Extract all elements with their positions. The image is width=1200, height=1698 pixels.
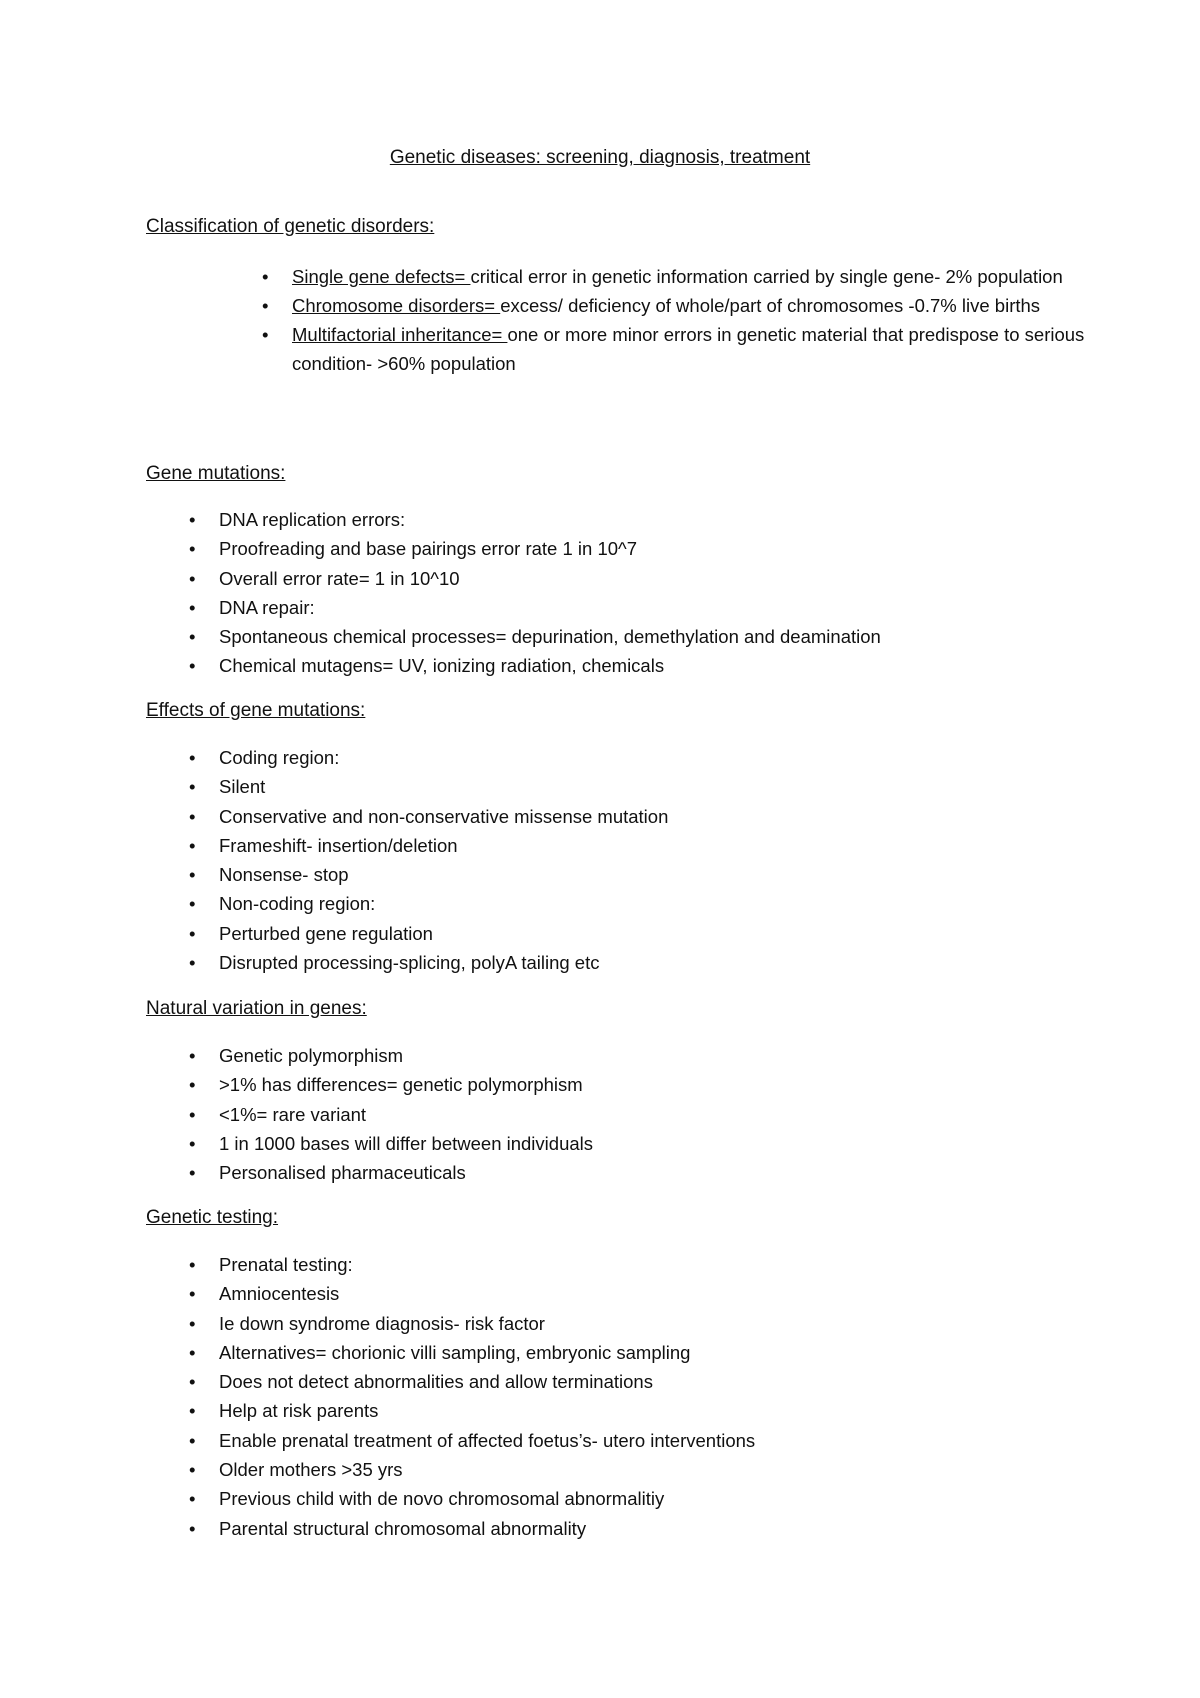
list-item <box>189 651 881 680</box>
bullet-icon: • <box>189 1400 196 1422</box>
list-item <box>189 1484 755 1513</box>
list-item <box>189 1041 593 1070</box>
bullet-icon: • <box>189 1283 196 1305</box>
list-item-text: <1%= rare variant <box>219 1103 367 1125</box>
section-heading-natural-variation: Natural variation in genes: <box>146 998 367 1019</box>
list-item-text: Disrupted processing-splicing, polyA tailing etc <box>219 952 600 974</box>
list-item <box>189 772 668 801</box>
bullet-icon: • <box>189 747 196 768</box>
list-item-text: Parental structural chromosomal abnormality <box>219 1517 587 1539</box>
list-item <box>189 1100 593 1129</box>
bullet-icon: • <box>189 1254 196 1275</box>
list-item <box>189 1367 755 1396</box>
list-item <box>189 743 668 772</box>
list-item-text: Prenatal testing: <box>219 1254 353 1275</box>
list-item-text: Genetic polymorphism <box>219 1045 404 1066</box>
list-item <box>189 1338 755 1367</box>
list-item <box>189 1250 755 1279</box>
list-item-text: Proofreading and base pairings error rate 1 in 10^7 <box>219 538 637 560</box>
list-item-text: one or more minor errors in genetic material that predispose to serious condition- >60% population <box>292 324 1085 374</box>
list-item <box>189 919 668 948</box>
bullet-icon: • <box>189 1341 196 1363</box>
bullet-icon: • <box>189 1488 196 1510</box>
natural-variation-list <box>189 1041 594 1187</box>
list-item-text: 1 in 1000 bases will differ between individuals <box>219 1132 594 1154</box>
bullet-icon: • <box>189 1429 196 1451</box>
list-item-text: Frameshift- insertion/deletion <box>219 834 458 856</box>
list-item-text: Perturbed gene regulation <box>219 922 433 944</box>
bullet-icon: • <box>189 864 196 886</box>
list-item <box>189 1129 594 1158</box>
list-item-term: Chromosome disorders= <box>292 295 501 316</box>
list-item-text: Older mothers >35 yrs <box>219 1459 403 1481</box>
bullet-icon: • <box>189 1517 196 1539</box>
bullet-icon: • <box>189 655 196 677</box>
list-item <box>189 948 668 977</box>
bullet-icon: • <box>189 567 196 589</box>
list-item-text: Nonsense- stop <box>219 864 349 886</box>
list-item <box>189 622 881 651</box>
bullet-icon: • <box>189 776 196 798</box>
list-item-term: Multifactorial inheritance= <box>292 324 508 345</box>
list-item <box>189 802 669 831</box>
list-item <box>262 291 1092 320</box>
list-item <box>189 889 668 918</box>
bullet-icon: • <box>189 893 196 915</box>
section-heading-gene-mutations: Gene mutations: <box>146 463 286 484</box>
bullet-icon: • <box>189 1459 196 1481</box>
bullet-icon: • <box>189 626 196 648</box>
list-item-text: Previous child with de novo chromosomal abnormalitiy <box>219 1488 665 1510</box>
list-item <box>189 1455 755 1484</box>
list-item-text: Ie down syndrome diagnosis- risk factor <box>219 1312 545 1334</box>
list-item <box>189 534 881 563</box>
list-item-text: Chemical mutagens= UV, ionizing radiation, chemicals <box>219 655 665 677</box>
list-item-text: Personalised pharmaceuticals <box>219 1162 466 1184</box>
list-item-text: critical error in genetic information carried by single gene- 2% population <box>470 266 1063 287</box>
list-item <box>189 1279 755 1308</box>
list-item <box>189 505 881 534</box>
list-item-text: Does not detect abnormalities and allow terminations <box>219 1371 653 1393</box>
list-item-text: Enable prenatal treatment of affected foetus’s- utero interventions <box>219 1429 756 1451</box>
list-item-text: >1% has differences= genetic polymorphism <box>219 1074 583 1096</box>
bullet-icon: • <box>189 509 196 530</box>
classification-list <box>262 262 1092 378</box>
gene-mutations-list <box>189 505 881 681</box>
bullet-icon: • <box>189 922 196 944</box>
list-item-text: Conservative and non-conservative missense mutation <box>219 805 669 827</box>
list-item <box>189 1158 593 1187</box>
section-heading-genetic-testing: Genetic testing: <box>146 1207 279 1228</box>
effects-list <box>189 743 669 977</box>
list-item-text: DNA replication errors: <box>219 509 406 530</box>
list-item <box>189 1396 755 1425</box>
document-title: Genetic diseases: screening, diagnosis, treatment <box>389 147 811 168</box>
bullet-icon: • <box>262 295 269 316</box>
bullet-icon: • <box>262 266 269 287</box>
list-item-text: Alternatives= chorionic villi sampling, embryonic sampling <box>219 1341 691 1363</box>
bullet-icon: • <box>262 324 269 345</box>
section-heading-effects: Effects of gene mutations: <box>146 700 366 721</box>
bullet-icon: • <box>189 1074 196 1096</box>
bullet-icon: • <box>189 805 196 827</box>
bullet-icon: • <box>189 1132 196 1154</box>
list-item-text: Help at risk parents <box>219 1400 379 1422</box>
bullet-icon: • <box>189 1162 196 1184</box>
list-item <box>189 1309 755 1338</box>
bullet-icon: • <box>189 596 196 618</box>
list-item <box>189 860 668 889</box>
list-item <box>189 831 668 860</box>
list-item <box>189 1070 593 1099</box>
list-item <box>189 593 881 622</box>
bullet-icon: • <box>189 1103 196 1125</box>
genetic-testing-list <box>189 1250 756 1543</box>
bullet-icon: • <box>189 1312 196 1334</box>
bullet-icon: • <box>189 1045 196 1066</box>
list-item-text: Non-coding region: <box>219 893 376 915</box>
list-item-text: DNA repair: <box>219 596 315 618</box>
list-item-text: Overall error rate= 1 in 10^10 <box>219 567 460 589</box>
section-heading-classification: Classification of genetic disorders: <box>146 216 435 237</box>
list-item <box>262 320 1092 378</box>
list-item <box>189 1514 755 1543</box>
list-item-term: Single gene defects= <box>292 266 471 287</box>
list-item <box>262 262 1092 291</box>
bullet-icon: • <box>189 1371 196 1393</box>
list-item-text: excess/ deficiency of whole/part of chromosomes -0.7% live births <box>500 295 1041 316</box>
bullet-icon: • <box>189 538 196 560</box>
list-item-text: Coding region: <box>219 747 340 768</box>
list-item-text: Amniocentesis <box>219 1283 340 1305</box>
list-item <box>189 1426 756 1455</box>
list-item-text: Silent <box>219 776 266 798</box>
list-item <box>189 564 881 593</box>
bullet-icon: • <box>189 834 196 856</box>
bullet-icon: • <box>189 952 196 974</box>
list-item-text: Spontaneous chemical processes= depurination, demethylation and deamination <box>219 626 881 648</box>
